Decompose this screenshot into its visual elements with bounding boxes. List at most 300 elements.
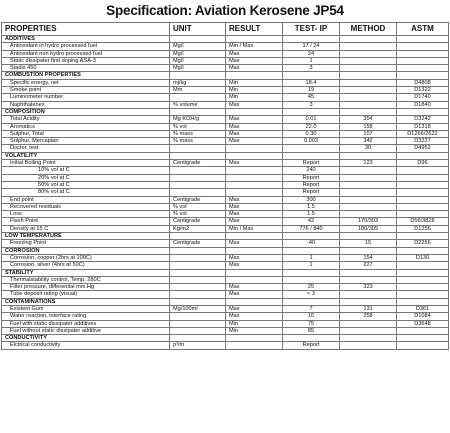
table-row bbox=[2, 145, 449, 152]
section-row bbox=[2, 269, 449, 276]
cell-unit: Centigrade bbox=[170, 196, 226, 203]
cell-result: Max bbox=[226, 65, 283, 72]
empty-cell bbox=[226, 269, 283, 276]
empty-cell bbox=[170, 233, 226, 240]
cell-astm bbox=[397, 50, 449, 57]
spec-table bbox=[1, 22, 449, 350]
empty-cell bbox=[170, 108, 226, 115]
cell-unit bbox=[170, 262, 226, 269]
cell-test-ip: 42 bbox=[283, 218, 340, 225]
cell-result: Max bbox=[226, 305, 283, 312]
cell-property: Corrosion, silver (4hrs at 50C) bbox=[2, 262, 170, 269]
cell-unit: Mg/l bbox=[170, 50, 226, 57]
empty-cell bbox=[226, 247, 283, 254]
cell-result: Min / Max bbox=[226, 225, 283, 232]
cell-result bbox=[226, 189, 283, 196]
cell-astm: D1740 bbox=[397, 94, 449, 101]
cell-test-ip: Report bbox=[283, 174, 340, 181]
cell-unit: Centigrade bbox=[170, 218, 226, 225]
cell-property: Density at 15 C bbox=[2, 225, 170, 232]
cell-method: 227 bbox=[340, 262, 397, 269]
cell-method: 123 bbox=[340, 160, 397, 167]
empty-cell bbox=[226, 233, 283, 240]
empty-cell bbox=[397, 335, 449, 342]
table-row bbox=[2, 218, 449, 225]
section-label: CONDUCTIVITY bbox=[2, 335, 170, 342]
cell-result: Min bbox=[226, 327, 283, 334]
empty-cell bbox=[226, 335, 283, 342]
cell-result: Max bbox=[226, 101, 283, 108]
table-row bbox=[2, 43, 449, 50]
empty-cell bbox=[340, 108, 397, 115]
cell-test-ip: 1 bbox=[283, 254, 340, 261]
empty-cell bbox=[170, 269, 226, 276]
cell-method bbox=[340, 101, 397, 108]
cell-method bbox=[340, 43, 397, 50]
cell-unit: % volume bbox=[170, 101, 226, 108]
table-row bbox=[2, 240, 449, 247]
cell-result: Min bbox=[226, 87, 283, 94]
cell-method: 107 bbox=[340, 130, 397, 137]
cell-method bbox=[340, 57, 397, 64]
table-row bbox=[2, 189, 449, 196]
empty-cell bbox=[397, 269, 449, 276]
cell-property: Doctor, test bbox=[2, 145, 170, 152]
cell-unit bbox=[170, 291, 226, 298]
cell-astm: D3242 bbox=[397, 116, 449, 123]
table-row bbox=[2, 313, 449, 320]
empty-cell bbox=[397, 233, 449, 240]
header-properties: PROPERTIES bbox=[2, 23, 170, 36]
cell-test-ip: 1.5 bbox=[283, 211, 340, 218]
cell-unit: Mg/l bbox=[170, 43, 226, 50]
header-result: RESULT bbox=[226, 23, 283, 36]
cell-property: 10% vol at C bbox=[2, 167, 170, 174]
table-row bbox=[2, 320, 449, 327]
empty-cell bbox=[283, 72, 340, 79]
cell-astm bbox=[397, 262, 449, 269]
cell-method bbox=[340, 181, 397, 188]
table-row bbox=[2, 211, 449, 218]
empty-cell bbox=[283, 36, 340, 43]
section-label: ADDITIVES bbox=[2, 36, 170, 43]
cell-result: Max bbox=[226, 160, 283, 167]
cell-property: Loss bbox=[2, 211, 170, 218]
cell-astm: D56/3828 bbox=[397, 218, 449, 225]
section-label: CONTAMINATIONS bbox=[2, 298, 170, 305]
cell-result: Max bbox=[226, 211, 283, 218]
cell-property: Recovered residuals bbox=[2, 203, 170, 210]
cell-result: Max bbox=[226, 203, 283, 210]
cell-method: 342 bbox=[340, 138, 397, 145]
table-row bbox=[2, 87, 449, 94]
empty-cell bbox=[397, 108, 449, 115]
empty-cell bbox=[283, 298, 340, 305]
cell-astm bbox=[397, 43, 449, 50]
cell-unit: % vol bbox=[170, 211, 226, 218]
empty-cell bbox=[397, 152, 449, 159]
cell-method: 15 bbox=[340, 240, 397, 247]
empty-cell bbox=[283, 108, 340, 115]
cell-unit: mj/kg bbox=[170, 79, 226, 86]
cell-astm: D1084 bbox=[397, 313, 449, 320]
cell-property: Thermalstability control, Temp. 280C bbox=[2, 276, 170, 283]
cell-result: Max bbox=[226, 130, 283, 137]
cell-property: Naphthalenes bbox=[2, 101, 170, 108]
cell-astm bbox=[397, 167, 449, 174]
section-row bbox=[2, 247, 449, 254]
cell-test-ip: 17 / 24 bbox=[283, 43, 340, 50]
cell-test-ip: 776 / 840 bbox=[283, 225, 340, 232]
empty-cell bbox=[340, 36, 397, 43]
cell-method bbox=[340, 79, 397, 86]
table-row bbox=[2, 50, 449, 57]
empty-cell bbox=[226, 298, 283, 305]
empty-cell bbox=[283, 233, 340, 240]
cell-method: 131 bbox=[340, 305, 397, 312]
table-row bbox=[2, 101, 449, 108]
cell-test-ip: Report bbox=[283, 160, 340, 167]
empty-cell bbox=[226, 152, 283, 159]
cell-test-ip: 300 bbox=[283, 196, 340, 203]
cell-method bbox=[340, 320, 397, 327]
empty-cell bbox=[283, 152, 340, 159]
header-astm: ASTM bbox=[397, 23, 449, 36]
cell-test-ip: 0.003 bbox=[283, 138, 340, 145]
cell-method bbox=[340, 65, 397, 72]
empty-cell bbox=[340, 298, 397, 305]
cell-result bbox=[226, 342, 283, 349]
cell-astm bbox=[397, 284, 449, 291]
empty-cell bbox=[170, 335, 226, 342]
table-row bbox=[2, 276, 449, 283]
cell-result: Min bbox=[226, 94, 283, 101]
table-row bbox=[2, 284, 449, 291]
cell-test-ip: 18.4 bbox=[283, 79, 340, 86]
cell-result: Max bbox=[226, 284, 283, 291]
table-row bbox=[2, 130, 449, 137]
table-row bbox=[2, 123, 449, 130]
cell-property: Corrosion, copper (2hrs at 100C) bbox=[2, 254, 170, 261]
cell-result: Max bbox=[226, 123, 283, 130]
cell-unit bbox=[170, 174, 226, 181]
section-row bbox=[2, 298, 449, 305]
table-row bbox=[2, 160, 449, 167]
cell-result: Min bbox=[226, 79, 283, 86]
cell-unit bbox=[170, 167, 226, 174]
cell-astm bbox=[397, 174, 449, 181]
cell-property: Sulphur, Mercaptan bbox=[2, 138, 170, 145]
cell-unit: Mg/l bbox=[170, 65, 226, 72]
section-row bbox=[2, 335, 449, 342]
cell-property: Antioxidant non hydro processed fuel bbox=[2, 50, 170, 57]
cell-test-ip bbox=[283, 145, 340, 152]
section-label: STABILITY bbox=[2, 269, 170, 276]
cell-test-ip: 1 bbox=[283, 57, 340, 64]
cell-property: Freezing Point bbox=[2, 240, 170, 247]
cell-result: Max bbox=[226, 313, 283, 320]
cell-property: Filter pressure, differential mm.Hg bbox=[2, 284, 170, 291]
cell-method: 258 bbox=[340, 313, 397, 320]
cell-astm: D1318 bbox=[397, 123, 449, 130]
cell-astm: D2256 bbox=[397, 240, 449, 247]
cell-test-ip: 75 bbox=[283, 320, 340, 327]
cell-test-ip: < 3 bbox=[283, 291, 340, 298]
cell-astm: D130 bbox=[397, 254, 449, 261]
table-row bbox=[2, 57, 449, 64]
cell-result bbox=[226, 181, 283, 188]
cell-unit: p³/m bbox=[170, 342, 226, 349]
cell-astm bbox=[397, 276, 449, 283]
empty-cell bbox=[340, 269, 397, 276]
cell-unit: Mg/100ml bbox=[170, 305, 226, 312]
cell-result bbox=[226, 174, 283, 181]
cell-result: Max bbox=[226, 218, 283, 225]
cell-test-ip: 0.30 bbox=[283, 130, 340, 137]
cell-unit bbox=[170, 284, 226, 291]
cell-test-ip: 22.0 bbox=[283, 123, 340, 130]
empty-cell bbox=[340, 247, 397, 254]
cell-method bbox=[340, 276, 397, 283]
table-row bbox=[2, 167, 449, 174]
cell-astm: D3227 bbox=[397, 138, 449, 145]
cell-test-ip: 1.5 bbox=[283, 203, 340, 210]
cell-method: 170/303 bbox=[340, 218, 397, 225]
cell-result: Max bbox=[226, 291, 283, 298]
section-label: COMPOSITION bbox=[2, 108, 170, 115]
cell-unit: Mg KOH/g bbox=[170, 116, 226, 123]
cell-method bbox=[340, 167, 397, 174]
cell-astm: D1266/2622 bbox=[397, 130, 449, 137]
table-header-row bbox=[2, 23, 449, 36]
cell-astm bbox=[397, 65, 449, 72]
cell-property: Specific energy, net bbox=[2, 79, 170, 86]
cell-property: Smoke point bbox=[2, 87, 170, 94]
cell-method: 323 bbox=[340, 284, 397, 291]
section-row bbox=[2, 72, 449, 79]
empty-cell bbox=[170, 247, 226, 254]
section-row bbox=[2, 108, 449, 115]
table-body bbox=[2, 36, 449, 350]
cell-property: Stadis 450 bbox=[2, 65, 170, 72]
table-row bbox=[2, 262, 449, 269]
empty-cell bbox=[397, 36, 449, 43]
header-test-ip: TEST- IP bbox=[283, 23, 340, 36]
cell-method: 180/305 bbox=[340, 225, 397, 232]
cell-method bbox=[340, 87, 397, 94]
empty-cell bbox=[226, 72, 283, 79]
cell-unit bbox=[170, 276, 226, 283]
cell-property: 20% vol at C bbox=[2, 174, 170, 181]
cell-unit bbox=[170, 320, 226, 327]
empty-cell bbox=[397, 72, 449, 79]
cell-unit: Centigrade bbox=[170, 240, 226, 247]
empty-cell bbox=[340, 152, 397, 159]
cell-unit: % mass bbox=[170, 130, 226, 137]
cell-test-ip: 25 bbox=[283, 284, 340, 291]
cell-test-ip: Report bbox=[283, 342, 340, 349]
cell-method: 354 bbox=[340, 116, 397, 123]
cell-unit: Mm bbox=[170, 87, 226, 94]
table-row bbox=[2, 342, 449, 349]
section-label: CORROSION bbox=[2, 247, 170, 254]
cell-property: Elctrical conductivity bbox=[2, 342, 170, 349]
empty-cell bbox=[397, 298, 449, 305]
cell-method bbox=[340, 94, 397, 101]
cell-method bbox=[340, 196, 397, 203]
cell-result: Max bbox=[226, 116, 283, 123]
cell-test-ip: -40 bbox=[283, 240, 340, 247]
cell-astm bbox=[397, 203, 449, 210]
empty-cell bbox=[283, 247, 340, 254]
cell-unit: Centigrade bbox=[170, 160, 226, 167]
table-row bbox=[2, 79, 449, 86]
empty-cell bbox=[397, 247, 449, 254]
section-label: VOLATILITY bbox=[2, 152, 170, 159]
cell-result: Min bbox=[226, 320, 283, 327]
cell-method: 30 bbox=[340, 145, 397, 152]
cell-test-ip: 0.01 bbox=[283, 116, 340, 123]
cell-result: Max bbox=[226, 50, 283, 57]
cell-method bbox=[340, 174, 397, 181]
cell-unit: % mass bbox=[170, 138, 226, 145]
cell-unit: Mg/l bbox=[170, 57, 226, 64]
cell-property: Fuel without static dissipater additive bbox=[2, 327, 170, 334]
cell-method bbox=[340, 50, 397, 57]
cell-property: Static dissipater first doping ASA-3 bbox=[2, 57, 170, 64]
cell-method bbox=[340, 291, 397, 298]
empty-cell bbox=[340, 233, 397, 240]
empty-cell bbox=[170, 72, 226, 79]
table-row bbox=[2, 181, 449, 188]
section-label: COMBUSTION PROPERTIES bbox=[2, 72, 170, 79]
cell-astm bbox=[397, 327, 449, 334]
cell-property: End point bbox=[2, 196, 170, 203]
cell-unit bbox=[170, 313, 226, 320]
cell-unit: % vol bbox=[170, 203, 226, 210]
cell-property: Initial Boiling Point bbox=[2, 160, 170, 167]
cell-astm: D1840 bbox=[397, 101, 449, 108]
page-title: Specification: Aviation Kerosene JP54 bbox=[106, 3, 344, 18]
cell-property: Aromatics bbox=[2, 123, 170, 130]
cell-astm bbox=[397, 196, 449, 203]
cell-astm bbox=[397, 291, 449, 298]
cell-astm: D4808 bbox=[397, 79, 449, 86]
cell-astm bbox=[397, 181, 449, 188]
empty-cell bbox=[340, 72, 397, 79]
cell-astm: D1322 bbox=[397, 87, 449, 94]
cell-property: Water reaction, interface rating bbox=[2, 313, 170, 320]
cell-astm bbox=[397, 211, 449, 218]
cell-test-ip: Report bbox=[283, 181, 340, 188]
cell-property: Sulphur, Total bbox=[2, 130, 170, 137]
cell-astm bbox=[397, 57, 449, 64]
table-row bbox=[2, 305, 449, 312]
empty-cell bbox=[226, 108, 283, 115]
cell-property: 50% vol at C bbox=[2, 181, 170, 188]
cell-result: Max bbox=[226, 254, 283, 261]
cell-result bbox=[226, 167, 283, 174]
cell-method bbox=[340, 189, 397, 196]
cell-unit bbox=[170, 181, 226, 188]
section-row bbox=[2, 233, 449, 240]
cell-method bbox=[340, 327, 397, 334]
cell-test-ip: 85 bbox=[283, 327, 340, 334]
table-row bbox=[2, 254, 449, 261]
cell-property: Fuel with static dissipater additives bbox=[2, 320, 170, 327]
cell-astm: D96 bbox=[397, 160, 449, 167]
section-row bbox=[2, 152, 449, 159]
table-row bbox=[2, 203, 449, 210]
cell-test-ip: 3 bbox=[283, 101, 340, 108]
cell-method: 158 bbox=[340, 123, 397, 130]
empty-cell bbox=[283, 335, 340, 342]
table-row bbox=[2, 116, 449, 123]
cell-method bbox=[340, 211, 397, 218]
cell-test-ip: 3 bbox=[283, 65, 340, 72]
cell-method bbox=[340, 342, 397, 349]
empty-cell bbox=[170, 36, 226, 43]
empty-cell bbox=[170, 298, 226, 305]
cell-property: Luminometer number bbox=[2, 94, 170, 101]
cell-property: Total Acidity bbox=[2, 116, 170, 123]
cell-test-ip: Report bbox=[283, 189, 340, 196]
cell-result: Max bbox=[226, 196, 283, 203]
table-row bbox=[2, 138, 449, 145]
cell-result: Max bbox=[226, 240, 283, 247]
cell-test-ip bbox=[283, 276, 340, 283]
cell-unit bbox=[170, 327, 226, 334]
cell-method bbox=[340, 203, 397, 210]
cell-unit bbox=[170, 94, 226, 101]
cell-test-ip: 7 bbox=[283, 305, 340, 312]
cell-astm bbox=[397, 342, 449, 349]
table-row bbox=[2, 327, 449, 334]
cell-result bbox=[226, 145, 283, 152]
section-label: LOW TEMPERATURE bbox=[2, 233, 170, 240]
cell-property: Antioxidant in hydro processed fuel bbox=[2, 43, 170, 50]
cell-result: Min / Max bbox=[226, 43, 283, 50]
empty-cell bbox=[340, 335, 397, 342]
table-row bbox=[2, 65, 449, 72]
section-row bbox=[2, 36, 449, 43]
cell-unit: Kg/m2 bbox=[170, 225, 226, 232]
cell-test-ip: 19 bbox=[283, 87, 340, 94]
cell-test-ip: 16 bbox=[283, 313, 340, 320]
table-row bbox=[2, 174, 449, 181]
table-row bbox=[2, 291, 449, 298]
cell-result bbox=[226, 276, 283, 283]
table-row bbox=[2, 196, 449, 203]
empty-cell bbox=[170, 152, 226, 159]
empty-cell bbox=[283, 269, 340, 276]
cell-unit bbox=[170, 189, 226, 196]
cell-astm: D4952 bbox=[397, 145, 449, 152]
table-row bbox=[2, 94, 449, 101]
cell-result: Max bbox=[226, 262, 283, 269]
cell-astm: D361 bbox=[397, 305, 449, 312]
cell-astm: D1256 bbox=[397, 225, 449, 232]
cell-property: Tube deposit rating (visual) bbox=[2, 291, 170, 298]
cell-astm bbox=[397, 189, 449, 196]
cell-unit: % vol bbox=[170, 123, 226, 130]
cell-test-ip: 1 bbox=[283, 262, 340, 269]
cell-property: Existent Gum bbox=[2, 305, 170, 312]
cell-result: Max bbox=[226, 57, 283, 64]
cell-test-ip: 24 bbox=[283, 50, 340, 57]
cell-result: Max bbox=[226, 138, 283, 145]
cell-method: 154 bbox=[340, 254, 397, 261]
